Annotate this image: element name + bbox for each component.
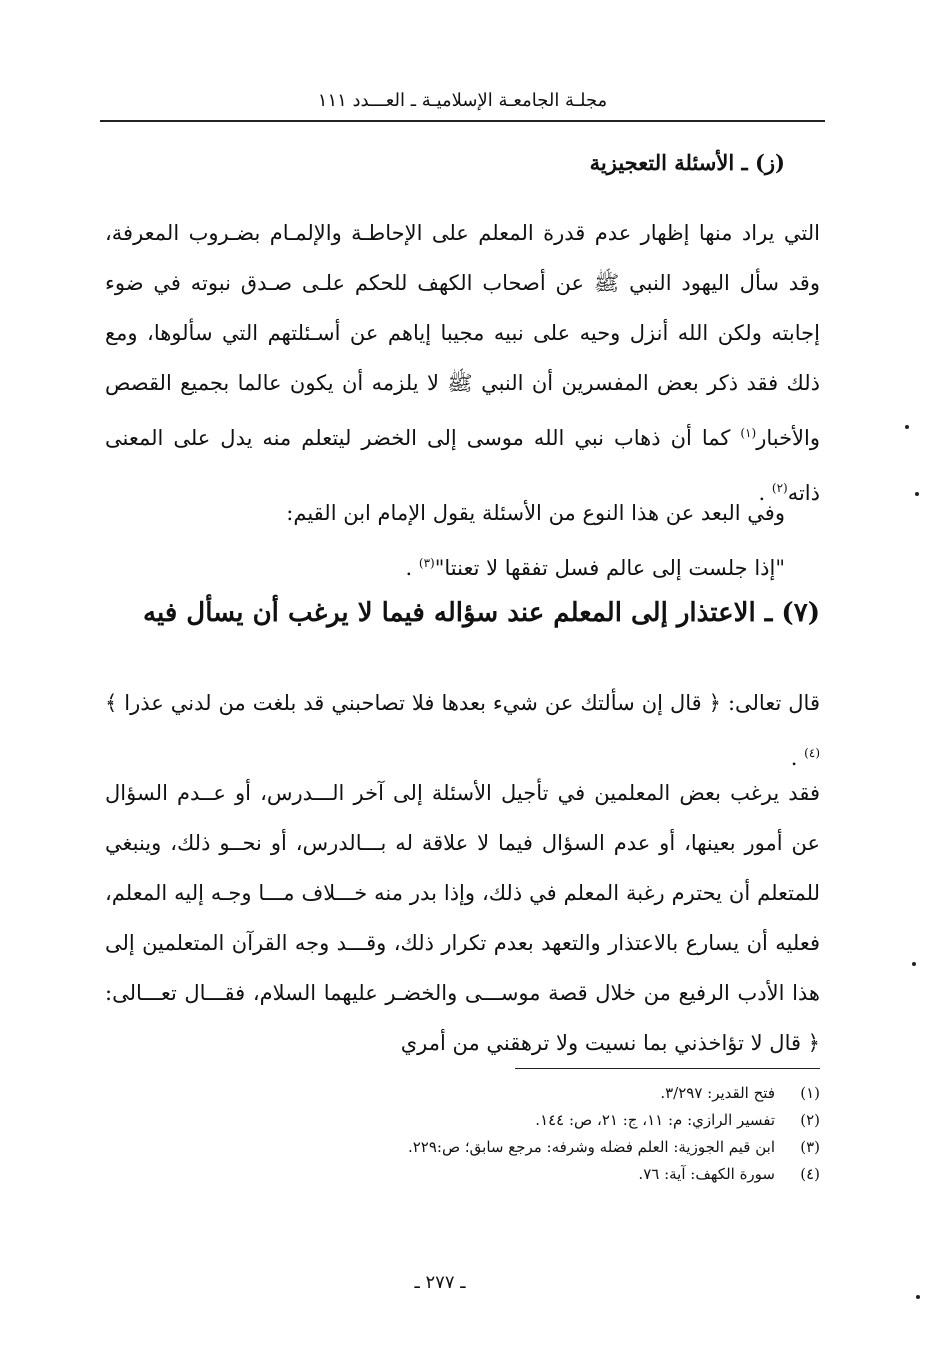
footnote-ref-1: (١) — [740, 426, 757, 440]
header-rule — [100, 120, 825, 122]
scan-speck — [916, 1295, 920, 1299]
paragraph-z — [105, 208, 820, 518]
paragraph-body: فقد يرغب بعض المعلمين في تأجيل الأسئلة إلى آخر الـــدرس، أو عــدم السؤال عن أمور بعينها، أو عدم السؤال فيما لا علاقة له بـــالدرس، أو نحــو ذلك، وينبغي للمتعلم أن يحترم رغبة المعلم في ذلك، وإذا بدر منه خـــلاف مـــا وجـه إليه المعلم، فعليه أن يسارع بالاعتذار والتعهد بعدم تكرار ذلك، وقـــد وجه القرآن المتعلمين إلى هذا الأدب الرفيع من خلال قصة موســـى والخضـر عليهما السلام، فقـــال تعـــالى: — [105, 781, 820, 1005]
verse-end: . — [790, 746, 798, 770]
paragraph-line: عالما بجميع القصص والأخبار — [105, 371, 820, 450]
footnote-ref-3: (٣) — [418, 556, 435, 570]
quote-intro: وفي البعد عن هذا النوع من الأسئلة يقول الإمام ابن القيم: — [286, 501, 785, 525]
quote-text: "إذا جلست إلى عالم فسل تفقها لا تعنتا" — [434, 556, 785, 580]
quote-end: . — [405, 556, 413, 580]
footnote-text: فتح القدير: ٣/٢٩٧. — [660, 1084, 775, 1102]
paragraph-text — [105, 768, 820, 1068]
footnote-text: سورة الكهف: آية: ٧٦. — [638, 1165, 775, 1183]
section-heading-z: (ز) ـ الأسئلة التعجيزية — [589, 150, 785, 175]
footnote-item — [120, 1080, 820, 1107]
footnote-number: (١) — [800, 1084, 820, 1102]
footnote-text: ابن قيم الجوزية: العلم فضله وشرفه: مرجع سابق؛ ص:٢٢٩. — [407, 1138, 775, 1156]
quote-line — [105, 538, 785, 593]
footnote-ref-4: (٤) — [804, 746, 820, 760]
scan-speck — [905, 425, 909, 429]
footnote-text: تفسير الرازي: م: ١١، ج: ٢١، ص: ١٤٤. — [535, 1111, 775, 1129]
paragraph-line: التي سألوها، ومع ذلك فقد ذكر بعض المفسرين أن النبي ﷺ لا يلزمه أن يكون — [105, 321, 820, 395]
quran-verse: ﴿ قال لا تؤاخذني بما نسيت ولا ترهقني من أمري — [400, 1031, 820, 1055]
footnote-number: (٣) — [800, 1138, 820, 1156]
footnote-ref-2: (٢) — [771, 481, 788, 495]
running-header: مجلـة الجامعـة الإسلاميـة ـ العـــدد ١١١ — [317, 90, 608, 111]
paragraph-line: نبوته في ضوء إجابته ولكن الله أنزل وحيه على نبيه مجيبا إياهم عن أسـئلتهم — [105, 271, 820, 345]
scan-speck — [915, 492, 919, 496]
footnote-number: (٤) — [800, 1165, 820, 1183]
scan-speck — [912, 962, 916, 966]
paragraph-line: منه يدل على المعنى ذاته — [105, 426, 820, 505]
footnote-item — [120, 1134, 820, 1161]
paragraph-text — [105, 208, 820, 518]
section-heading-7: (٧) ـ الاعتذار إلى المعلم عند سؤاله فيما لا يرغب أن يسأل فيه — [143, 598, 820, 628]
paragraph-line: . — [758, 481, 766, 505]
quran-verse: ﴿ قال إن سألتك عن شيء بعدها فلا تصاحبني قد بلغت من لدني عذرا ﴾ — [105, 691, 721, 715]
paragraph-line: كما أن ذهاب نبي الله موسى إلى الخضر ليتعلم — [301, 426, 731, 450]
verse-intro: قال تعالى: — [727, 691, 820, 715]
paragraph-line: المعرفة، وقد سأل اليهود النبي ﷺ عن أصحاب الكهف للحكم علـى صـدق — [105, 221, 820, 295]
paragraph-line: التي يراد منها إظهار عدم قدرة المعلم على الإحاطـة والإلمـام بضـروب — [188, 221, 820, 245]
page-number: ـ ٢٧٧ ـ — [414, 1272, 466, 1293]
footnote-number: (٢) — [800, 1111, 820, 1129]
footnotes-list — [120, 1080, 820, 1188]
footnote-item — [120, 1107, 820, 1134]
footnote-rule — [515, 1068, 820, 1069]
quote-block — [105, 488, 785, 593]
footnote-item — [120, 1161, 820, 1188]
paragraph-7 — [105, 768, 820, 1068]
